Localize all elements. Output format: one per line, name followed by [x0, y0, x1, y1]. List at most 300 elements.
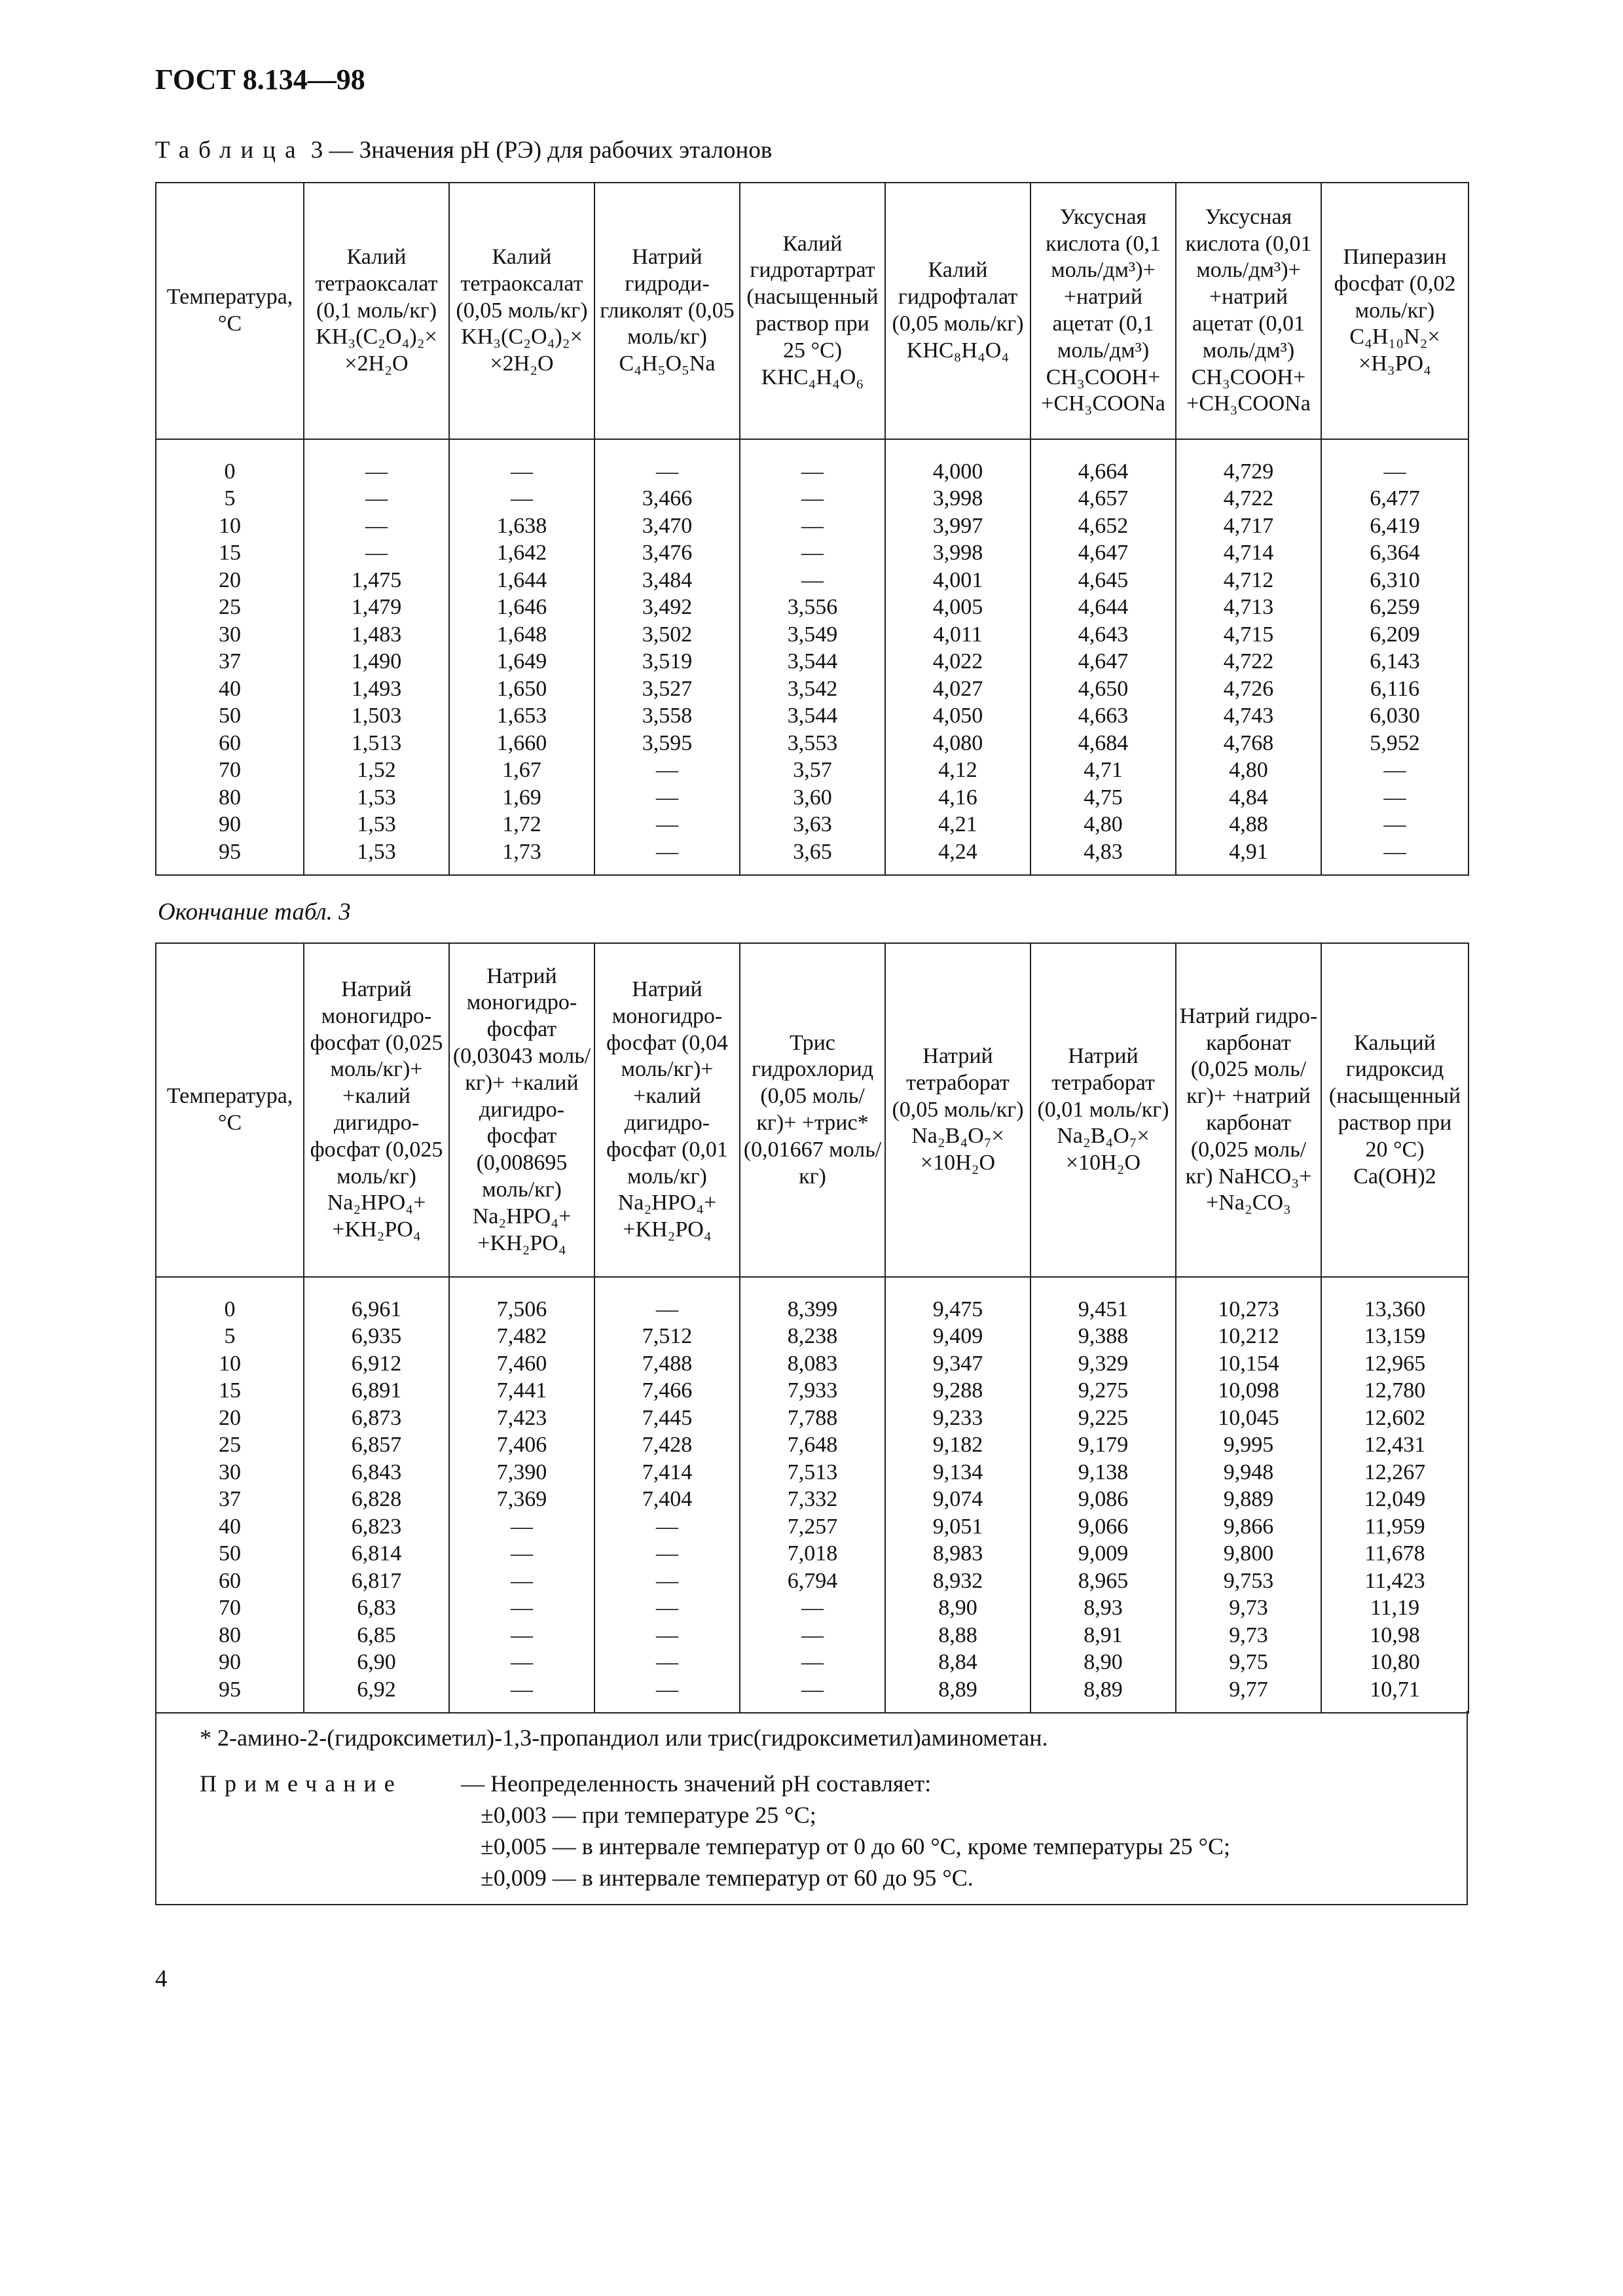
ph-value-cell: 4,027 [932, 676, 983, 701]
ph-value-cell: 4,011 [933, 622, 983, 647]
ph-value-cell: — [511, 1596, 533, 1621]
ph-value-cell: 10,098 [1218, 1378, 1279, 1403]
temperature-cell: 60 [219, 1568, 241, 1593]
temperature-cell: 80 [219, 785, 241, 810]
ph-value-cell: 7,332 [787, 1487, 838, 1512]
note-line: ±0,003 — при температуре 25 °C; [481, 1802, 816, 1828]
column-header-solution: Натрий моногидро- фосфат (0,03043 моль/кг)+ +калий дигидро- фосфат (0,008695 моль/кг) Na₂HPO₄+ +KH₂PO₄ [449, 943, 594, 1277]
ph-value-cell: 8,84 [938, 1650, 977, 1675]
ph-value-cell: 12,267 [1364, 1460, 1426, 1484]
temperature-cell: 37 [219, 649, 241, 674]
ph-value-cell: — [511, 1623, 533, 1647]
ph-value-cell: 4,722 [1223, 649, 1274, 674]
ph-value-cell: 3,997 [932, 513, 983, 538]
ph-value-cell: 12,965 [1364, 1351, 1426, 1376]
ph-value-cell: 9,138 [1078, 1460, 1129, 1484]
temperature-cell: 95 [219, 1677, 241, 1702]
ph-value-cell: — [1383, 459, 1406, 484]
temperature-cell: 70 [219, 1596, 241, 1621]
table-continuation-caption: Окончание табл. 3 [158, 899, 351, 925]
ph-value-cell: 9,388 [1078, 1324, 1129, 1349]
ph-value-cell: 10,71 [1370, 1677, 1420, 1702]
ph-value-cell: 1,53 [357, 812, 396, 837]
ph-value-cell: 9,866 [1223, 1514, 1274, 1539]
ph-value-cell: 4,714 [1223, 541, 1274, 565]
ph-value-cell: 6,92 [357, 1677, 396, 1702]
ph-value-cell: 9,225 [1078, 1405, 1129, 1430]
ph-value-cell: 3,556 [787, 595, 838, 620]
ph-value-cell: 9,73 [1229, 1596, 1268, 1621]
note-label: Примечание [200, 1770, 403, 1797]
column-header-solution: Уксусная кислота (0,01 моль/дм³)+ +натрий ацетат (0,01 моль/дм³) CH₃COOH+ +CH₃COONa [1176, 183, 1321, 439]
page-number: 4 [155, 1965, 168, 1992]
ph-value-cell: 1,67 [502, 758, 541, 783]
ph-value-cell: 4,650 [1078, 676, 1129, 701]
ph-value-cell: 11,423 [1364, 1568, 1425, 1593]
ph-value-cell: — [656, 1297, 678, 1321]
ph-value-cell: 4,715 [1223, 622, 1274, 647]
ph-value-cell: 1,490 [351, 649, 402, 674]
table-data-row [156, 439, 1468, 875]
ph-value-cell: 7,513 [787, 1460, 838, 1484]
column-header-solution: Калий гидрофталат (0,05 моль/кг) KHC₈H₄O₄ [885, 183, 1030, 439]
ph-value-cell: 9,051 [932, 1514, 983, 1539]
ph-value-cell: 4,722 [1223, 486, 1274, 511]
ph-value-cell: 3,549 [787, 622, 838, 647]
ph-value-cell: 4,726 [1223, 676, 1274, 701]
ph-value-column [449, 439, 594, 875]
ph-value-cell: 10,212 [1218, 1324, 1279, 1349]
ph-value-cell: 4,684 [1078, 730, 1129, 755]
ph-value-cell: 8,90 [938, 1596, 977, 1621]
ph-value-cell: — [801, 1650, 824, 1675]
ph-value-cell: — [656, 1596, 678, 1621]
ph-value-cell: 3,542 [787, 676, 838, 701]
column-header-temperature: Температура, °C [156, 943, 304, 1277]
ph-value-cell: 6,794 [787, 1568, 838, 1593]
ph-value-cell: 7,369 [496, 1487, 547, 1512]
ph-value-cell: 4,71 [1084, 758, 1123, 783]
temperature-cell: 20 [219, 1405, 241, 1430]
ph-value-cell: 9,451 [1078, 1297, 1129, 1321]
ph-value-cell: 1,69 [502, 785, 541, 810]
ph-value-cell: 4,83 [1084, 839, 1123, 864]
ph-value-cell: 1,513 [351, 730, 402, 755]
ph-value-cell: 3,484 [642, 567, 693, 592]
ph-value-cell: 8,083 [787, 1351, 838, 1376]
ph-value-cell: 9,75 [1229, 1650, 1268, 1675]
ph-value-cell: 4,005 [932, 595, 983, 620]
ph-value-cell: — [656, 812, 678, 837]
ph-value-cell: 6,419 [1370, 513, 1420, 538]
ph-value-cell: 1,475 [351, 567, 402, 592]
ph-value-cell: 4,657 [1078, 486, 1129, 511]
ph-value-cell: 1,73 [502, 839, 541, 864]
temperature-cell: 0 [224, 1297, 236, 1321]
ph-value-cell: 4,80 [1084, 812, 1123, 837]
ph-value-cell: 1,649 [496, 649, 547, 674]
ph-value-cell: — [656, 1650, 678, 1675]
ph-value-cell: 8,965 [1078, 1568, 1129, 1593]
ph-value-cell: 9,347 [932, 1351, 983, 1376]
ph-value-cell: 7,445 [642, 1405, 693, 1430]
table-header-row [156, 183, 1468, 439]
temperature-cell: 5 [224, 486, 236, 511]
ph-value-cell: 10,80 [1370, 1650, 1420, 1675]
column-header-solution: Трис гидрохлорид (0,05 моль/кг)+ +трис* (0,01667 моль/кг) [740, 943, 885, 1277]
ph-value-cell: 1,53 [357, 785, 396, 810]
note-line: ±0,009 — в интервале температур от 60 до 95 °C. [481, 1865, 974, 1891]
ph-value-cell: 9,074 [932, 1487, 983, 1512]
column-header-solution: Калий тетраоксалат (0,1 моль/кг) KH₃(C₂O₄)₂× ×2H₂O [304, 183, 449, 439]
temperature-cell: 90 [219, 812, 241, 837]
ph-value-cell: 6,857 [351, 1433, 402, 1458]
ph-value-cell: 6,030 [1370, 704, 1420, 728]
ph-value-cell: 3,595 [642, 730, 693, 755]
temperature-cell: 5 [224, 1324, 236, 1349]
temperature-cell: 80 [219, 1623, 241, 1647]
ph-value-cell: 6,823 [351, 1514, 402, 1539]
ph-value-cell: 9,409 [932, 1324, 983, 1349]
ph-value-cell: 6,116 [1370, 676, 1420, 701]
ph-value-cell: 5,952 [1370, 730, 1420, 755]
ph-value-column [304, 439, 449, 875]
ph-value-cell: 9,889 [1223, 1487, 1274, 1512]
ph-value-cell: 3,492 [642, 595, 693, 620]
ph-value-cell: 11,959 [1364, 1514, 1425, 1539]
temperature-cell: 50 [219, 704, 241, 728]
ph-value-cell: 6,310 [1370, 567, 1420, 592]
ph-value-column [594, 439, 740, 875]
temperature-cell: 15 [219, 1378, 241, 1403]
table-caption [155, 136, 772, 164]
ph-value-cell: 3,544 [787, 649, 838, 674]
ph-value-cell: 1,653 [496, 704, 547, 728]
ph-value-cell: 12,602 [1364, 1405, 1426, 1430]
ph-value-cell: — [801, 486, 824, 511]
temperature-cell: 15 [219, 541, 241, 565]
ph-value-cell: 4,663 [1078, 704, 1129, 728]
ph-value-cell: 4,729 [1223, 459, 1274, 484]
ph-value-cell: — [1383, 839, 1406, 864]
ph-value-cell: 6,828 [351, 1487, 402, 1512]
ph-value-cell: 4,717 [1223, 513, 1274, 538]
ph-value-cell: 8,89 [1084, 1677, 1123, 1702]
ph-value-cell: — [1383, 812, 1406, 837]
ph-value-cell: 7,428 [642, 1433, 693, 1458]
ph-value-cell: 7,512 [642, 1324, 693, 1349]
ph-value-cell: 3,502 [642, 622, 693, 647]
ph-value-cell: 6,85 [357, 1623, 396, 1647]
ph-value-cell: 9,800 [1223, 1541, 1274, 1566]
ph-value-cell: 6,90 [357, 1650, 396, 1675]
ph-value-cell: 3,558 [642, 704, 693, 728]
ph-value-cell: 4,84 [1229, 785, 1268, 810]
ph-value-cell: 11,19 [1370, 1596, 1420, 1621]
ph-value-cell: — [511, 1650, 533, 1675]
ph-value-cell: 3,998 [932, 486, 983, 511]
ph-value-cell: 9,995 [1223, 1433, 1274, 1458]
ph-value-cell: 3,553 [787, 730, 838, 755]
ph-value-cell: 4,88 [1229, 812, 1268, 837]
ph-value-cell: 4,768 [1223, 730, 1274, 755]
ph-value-cell: 3,57 [793, 758, 832, 783]
ph-value-cell: 7,406 [496, 1433, 547, 1458]
ph-value-cell: 7,788 [787, 1405, 838, 1430]
ph-table-continuation [155, 942, 1469, 1713]
column-header-solution: Натрий моногидро- фосфат (0,025 моль/кг)+ +калий дигидро- фосфат (0,025 моль/кг) Na₂HPO₄+ +KH₂PO₄ [304, 943, 449, 1277]
temperature-cell: 60 [219, 730, 241, 755]
ph-value-cell: 7,257 [787, 1514, 838, 1539]
ph-value-cell: — [365, 486, 388, 511]
ph-value-cell: 4,643 [1078, 622, 1129, 647]
ph-value-cell: 1,646 [496, 595, 547, 620]
ph-value-cell: 6,814 [351, 1541, 402, 1566]
ph-value-cell: 4,75 [1084, 785, 1123, 810]
column-header-solution: Пиперазин фосфат (0,02 моль/кг) C₄H₁₀N₂× ×H₃PO₄ [1321, 183, 1468, 439]
ph-value-cell: 8,238 [787, 1324, 838, 1349]
ph-value-cell: 9,329 [1078, 1351, 1129, 1376]
ph-value-cell: 1,52 [357, 758, 396, 783]
ph-value-cell: 4,743 [1223, 704, 1274, 728]
ph-value-cell: 3,476 [642, 541, 693, 565]
ph-value-cell: 1,638 [496, 513, 547, 538]
ph-value-cell: 1,642 [496, 541, 547, 565]
ph-value-cell: — [801, 1596, 824, 1621]
ph-value-column [1176, 439, 1321, 875]
ph-value-cell: 9,275 [1078, 1378, 1129, 1403]
ph-value-cell: 7,423 [496, 1405, 547, 1430]
temperature-cell: 37 [219, 1487, 241, 1512]
ph-value-cell: 4,080 [932, 730, 983, 755]
ph-value-cell: — [365, 513, 388, 538]
temperature-cell: 0 [224, 459, 236, 484]
ph-value-cell: 12,049 [1364, 1487, 1426, 1512]
ph-value-cell: 7,018 [787, 1541, 838, 1566]
ph-value-cell: 9,77 [1229, 1677, 1268, 1702]
temperature-cell: 20 [219, 567, 241, 592]
ph-value-cell: 1,644 [496, 567, 547, 592]
ph-value-cell: 4,647 [1078, 649, 1129, 674]
ph-value-cell: 10,045 [1218, 1405, 1279, 1430]
ph-value-cell: 9,288 [932, 1378, 983, 1403]
ph-value-cell: 7,482 [496, 1324, 547, 1349]
ph-value-cell: — [656, 785, 678, 810]
ph-value-cell: 3,466 [642, 486, 693, 511]
ph-value-cell: 1,650 [496, 676, 547, 701]
ph-value-column [1321, 1277, 1468, 1713]
ph-value-cell: 9,73 [1229, 1623, 1268, 1647]
ph-value-column [594, 1277, 740, 1713]
ph-value-cell: 6,209 [1370, 622, 1420, 647]
ph-value-cell: 9,179 [1078, 1433, 1129, 1458]
ph-value-cell: 3,63 [793, 812, 832, 837]
ph-value-cell: 3,544 [787, 704, 838, 728]
document-code: ГОСТ 8.134—98 [155, 63, 365, 96]
ph-value-cell: 9,009 [1078, 1541, 1129, 1566]
ph-value-cell: 9,134 [932, 1460, 983, 1484]
ph-value-cell: 6,961 [351, 1297, 402, 1321]
ph-value-cell: 9,066 [1078, 1514, 1129, 1539]
ph-value-cell: 1,493 [351, 676, 402, 701]
ph-value-column [740, 1277, 885, 1713]
ph-value-column [449, 1277, 594, 1713]
ph-value-cell: 4,652 [1078, 513, 1129, 538]
ph-value-cell: — [656, 1623, 678, 1647]
column-header-solution: Натрий моногидро- фосфат (0,04 моль/кг)+ +калий дигидро- фосфат (0,01 моль/кг) Na₂HPO₄+ +KH₂PO₄ [594, 943, 740, 1277]
ph-value-cell: — [801, 541, 824, 565]
ph-value-column [740, 439, 885, 875]
ph-value-cell: 10,98 [1370, 1623, 1420, 1647]
temperature-cell: 10 [219, 513, 241, 538]
ph-value-cell: 8,399 [787, 1297, 838, 1321]
table-header-row [156, 943, 1468, 1277]
ph-value-cell: 7,441 [496, 1378, 547, 1403]
column-header-solution: Уксусная кислота (0,1 моль/дм³)+ +натрий ацетат (0,1 моль/дм³) CH₃COOH+ +CH₃COONa [1030, 183, 1176, 439]
ph-value-cell: — [656, 1541, 678, 1566]
ph-value-cell: 1,53 [357, 839, 396, 864]
temperature-cell: 70 [219, 758, 241, 783]
ph-value-cell: 9,948 [1223, 1460, 1274, 1484]
ph-value-cell: 4,647 [1078, 541, 1129, 565]
ph-value-cell: 7,466 [642, 1378, 693, 1403]
temperature-cell: 25 [219, 1433, 241, 1458]
ph-value-cell: — [1383, 785, 1406, 810]
column-header-solution: Калий тетраоксалат (0,05 моль/кг) KH₃(C₂O₄)₂× ×2H₂O [449, 183, 594, 439]
ph-value-cell: 4,664 [1078, 459, 1129, 484]
ph-value-cell: 3,998 [932, 541, 983, 565]
ph-value-cell: 6,364 [1370, 541, 1420, 565]
ph-value-column [885, 439, 1030, 875]
temperature-cell: 30 [219, 1460, 241, 1484]
ph-value-cell: — [801, 459, 824, 484]
column-header-solution: Натрий гидроди- гликолят (0,05 моль/кг) C₄H₅O₅Na [594, 183, 740, 439]
ph-value-cell: — [656, 1514, 678, 1539]
ph-table-main [155, 182, 1469, 876]
ph-value-cell: 13,159 [1364, 1324, 1426, 1349]
ph-value-column [1030, 439, 1176, 875]
ph-value-cell: 4,645 [1078, 567, 1129, 592]
temperature-cell: 10 [219, 1351, 241, 1376]
ph-value-cell: 4,712 [1223, 567, 1274, 592]
ph-value-cell: 6,259 [1370, 595, 1420, 620]
ph-value-cell: — [656, 459, 678, 484]
ph-value-cell: — [511, 1677, 533, 1702]
ph-value-cell: 12,780 [1364, 1378, 1426, 1403]
ph-value-cell: 4,16 [938, 785, 977, 810]
column-header-solution: Натрий тетраборат (0,05 моль/кг) Na₂B₄O₇× ×10H₂O [885, 943, 1030, 1277]
ph-value-cell: — [511, 1568, 533, 1593]
note-line: ±0,005 — в интервале температур от 0 до 60 °C, кроме температуры 25 °C; [481, 1833, 1230, 1859]
ph-value-column [1030, 1277, 1176, 1713]
ph-value-cell: — [801, 1623, 824, 1647]
ph-value-cell: 4,21 [938, 812, 977, 837]
ph-value-cell: — [656, 1568, 678, 1593]
table-caption-title: 3 — Значения pH (РЭ) для рабочих эталонов [310, 137, 773, 164]
column-header-solution: Кальций гидроксид (насыщенный раствор при 20 °C) Ca(OH)2 [1321, 943, 1468, 1277]
ph-value-cell: 8,932 [932, 1568, 983, 1593]
ph-value-cell: — [365, 459, 388, 484]
ph-value-cell: — [511, 459, 533, 484]
ph-value-cell: 3,60 [793, 785, 832, 810]
ph-value-cell: — [511, 1514, 533, 1539]
ph-value-cell: 1,660 [496, 730, 547, 755]
ph-value-cell: 1,648 [496, 622, 547, 647]
ph-value-cell: 3,519 [642, 649, 693, 674]
temperature-column [156, 439, 304, 875]
ph-value-cell: 7,933 [787, 1378, 838, 1403]
ph-value-cell: 9,753 [1223, 1568, 1274, 1593]
column-header-solution: Калий гидротартрат (насыщенный раствор при 25 °C) KHC₄H₄O₆ [740, 183, 885, 439]
ph-value-cell: 10,154 [1218, 1351, 1279, 1376]
ph-value-cell: 7,390 [496, 1460, 547, 1484]
temperature-column [156, 1277, 304, 1713]
ph-value-cell: 4,022 [932, 649, 983, 674]
note-intro: — Неопределенность значений pH составляет: [461, 1770, 932, 1797]
ph-value-cell: 1,483 [351, 622, 402, 647]
ph-value-cell: — [656, 1677, 678, 1702]
ph-value-cell: 9,475 [932, 1297, 983, 1321]
ph-value-cell: 9,086 [1078, 1487, 1129, 1512]
column-header-solution: Натрий гидро- карбонат (0,025 моль/кг)+ +натрий карбонат (0,025 моль/кг) NaHCO₃+ +Na₂CO₃ [1176, 943, 1321, 1277]
ph-value-cell: — [656, 839, 678, 864]
ph-value-cell: 6,843 [351, 1460, 402, 1484]
ph-value-cell: 12,431 [1364, 1433, 1426, 1458]
ph-value-cell: — [656, 758, 678, 783]
ph-value-cell: 7,414 [642, 1460, 693, 1484]
ph-value-cell: 9,182 [932, 1433, 983, 1458]
ph-value-cell: 8,89 [938, 1677, 977, 1702]
temperature-cell: 95 [219, 839, 241, 864]
ph-value-cell: — [365, 541, 388, 565]
ph-value-cell: 8,983 [932, 1541, 983, 1566]
ph-value-column [1176, 1277, 1321, 1713]
ph-value-cell: 6,912 [351, 1351, 402, 1376]
temperature-cell: 90 [219, 1650, 241, 1675]
ph-value-cell: 11,678 [1364, 1541, 1425, 1566]
ph-value-cell: 4,91 [1229, 839, 1268, 864]
ph-value-column [304, 1277, 449, 1713]
ph-value-cell: — [801, 1677, 824, 1702]
column-header-temperature: Температура, °C [156, 183, 304, 439]
ph-value-cell: — [1383, 758, 1406, 783]
ph-value-cell: 4,050 [932, 704, 983, 728]
column-header-solution: Натрий тетраборат (0,01 моль/кг) Na₂B₄O₇× ×10H₂O [1030, 943, 1176, 1277]
temperature-cell: 30 [219, 622, 241, 647]
ph-value-cell: — [511, 1541, 533, 1566]
ph-value-cell: 7,460 [496, 1351, 547, 1376]
ph-value-cell: 6,143 [1370, 649, 1420, 674]
temperature-cell: 40 [219, 1514, 241, 1539]
ph-value-cell: — [801, 513, 824, 538]
footnote: * 2-амино-2-(гидроксиметил)-1,3-пропандиол или трис(гидроксиметил)аминометан. [200, 1725, 1048, 1751]
ph-value-cell: 1,479 [351, 595, 402, 620]
ph-value-cell: 3,65 [793, 839, 832, 864]
ph-value-cell: 3,470 [642, 513, 693, 538]
ph-value-cell: 4,713 [1223, 595, 1274, 620]
ph-value-cell: 7,404 [642, 1487, 693, 1512]
ph-value-cell: 6,935 [351, 1324, 402, 1349]
ph-value-cell: 4,644 [1078, 595, 1129, 620]
ph-value-cell: 8,93 [1084, 1596, 1123, 1621]
ph-value-cell: 6,817 [351, 1568, 402, 1593]
ph-value-cell: 6,873 [351, 1405, 402, 1430]
notes-box [155, 1711, 1468, 1905]
ph-value-column [1321, 439, 1468, 875]
ph-value-cell: 4,001 [932, 567, 983, 592]
ph-value-cell: 13,360 [1364, 1297, 1426, 1321]
ph-value-cell: 4,000 [932, 459, 983, 484]
